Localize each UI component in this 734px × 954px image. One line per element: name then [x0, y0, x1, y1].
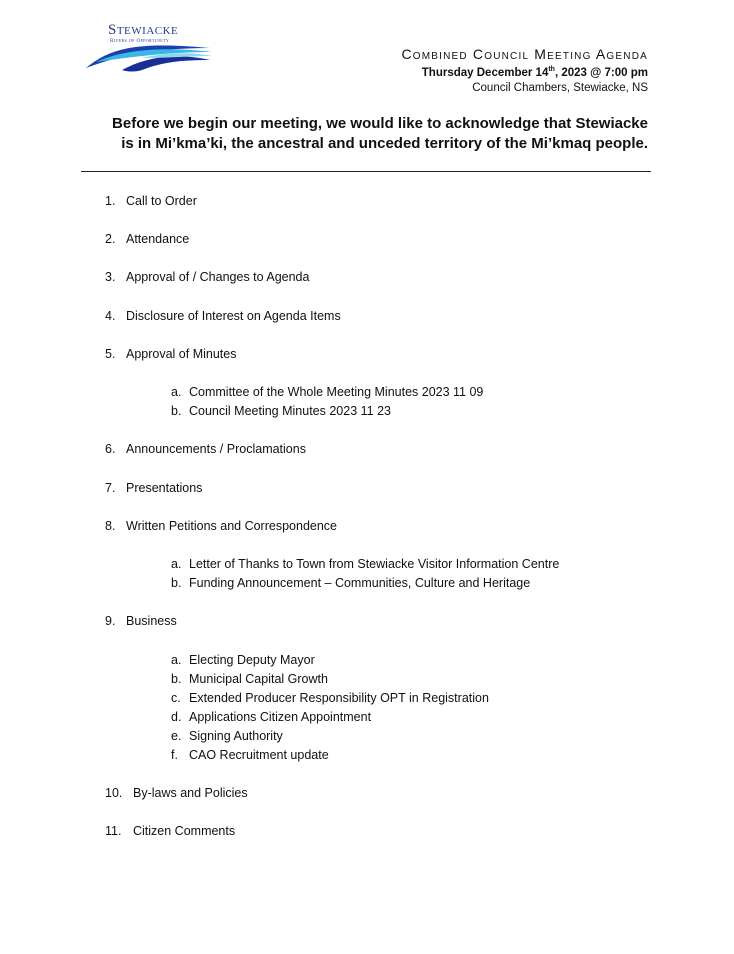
agenda-item-label: Citizen Comments [133, 824, 236, 838]
agenda-subitem-label: Extended Producer Responsibility OPT in Registration [189, 691, 489, 705]
agenda-subitem-label: Signing Authority [189, 729, 283, 743]
agenda-subitem-letter: a. [171, 653, 182, 667]
agenda-subitem-letter: c. [171, 691, 181, 705]
agenda-subitem-label: Letter of Thanks to Town from Stewiacke Visitor Information Centre [189, 557, 560, 571]
agenda-item-number: 5. [105, 347, 116, 361]
logo-tagline: Rivers of Opportunity [110, 39, 170, 44]
meeting-location: Council Chambers, Stewiacke, NS [472, 81, 648, 94]
agenda-item-number: 1. [105, 194, 116, 208]
agenda-item-label: Written Petitions and Correspondence [126, 519, 337, 533]
agenda-item-label: Announcements / Proclamations [126, 442, 306, 456]
agenda-item-number: 8. [105, 519, 116, 533]
agenda-subitem-label: CAO Recruitment update [189, 748, 329, 762]
meeting-title: Combined Council Meeting Agenda [401, 46, 648, 62]
agenda-subitem-letter: b. [171, 576, 182, 590]
agenda-subitem-label: Funding Announcement – Communities, Culture and Heritage [189, 576, 531, 590]
agenda-item-label: Attendance [126, 232, 190, 246]
agenda-item-number: 6. [105, 442, 116, 456]
agenda-subitem-label: Municipal Capital Growth [189, 672, 328, 686]
meeting-date-rest: , 2023 @ 7:00 pm [554, 66, 648, 79]
agenda-subitem-letter: e. [171, 729, 182, 743]
agenda-subitem-label: Applications Citizen Appointment [189, 710, 372, 724]
agenda-subitem-label: Committee of the Whole Meeting Minutes 2023 11 09 [189, 385, 484, 399]
agenda-item-number: 7. [105, 481, 116, 495]
acknowledgement-line-2: is in Mi’kma’ki, the ancestral and unceded territory of the Mi’kmaq people. [121, 135, 648, 152]
agenda-subitem-letter: a. [171, 557, 182, 571]
agenda-subitem-label: Electing Deputy Mayor [189, 653, 315, 667]
agenda-subitem-letter: f. [171, 748, 178, 762]
acknowledgement-line-1: Before we begin our meeting, we would like to acknowledge that Stewiacke [112, 115, 648, 132]
agenda-item-number: 4. [105, 309, 116, 323]
agenda-subitem-letter: d. [171, 710, 182, 724]
agenda-item-label: Approval of Minutes [126, 347, 237, 361]
agenda-item-number: 2. [105, 232, 116, 246]
agenda-subitem-letter: b. [171, 404, 182, 418]
agenda-subitem-letter: a. [171, 385, 182, 399]
agenda-item-label: Presentations [126, 481, 203, 495]
agenda-item-label: Approval of / Changes to Agenda [126, 270, 310, 284]
logo-brand-text: Stewiacke [108, 22, 179, 38]
agenda-item-number: 10. [105, 786, 123, 800]
meeting-date-ordinal: th [548, 66, 555, 73]
agenda-item-number: 11. [105, 824, 122, 838]
agenda-item-label: Call to Order [126, 194, 197, 208]
meeting-date-prefix: Thursday December 14 [421, 66, 549, 79]
agenda-item-number: 3. [105, 270, 116, 284]
agenda-subitem-letter: b. [171, 672, 182, 686]
agenda-item-label: By-laws and Policies [133, 786, 248, 800]
agenda-item-label: Disclosure of Interest on Agenda Items [126, 309, 341, 323]
agenda-item-number: 9. [105, 614, 116, 628]
agenda-subitem-label: Council Meeting Minutes 2023 11 23 [189, 404, 391, 418]
agenda-item-label: Business [126, 614, 177, 628]
